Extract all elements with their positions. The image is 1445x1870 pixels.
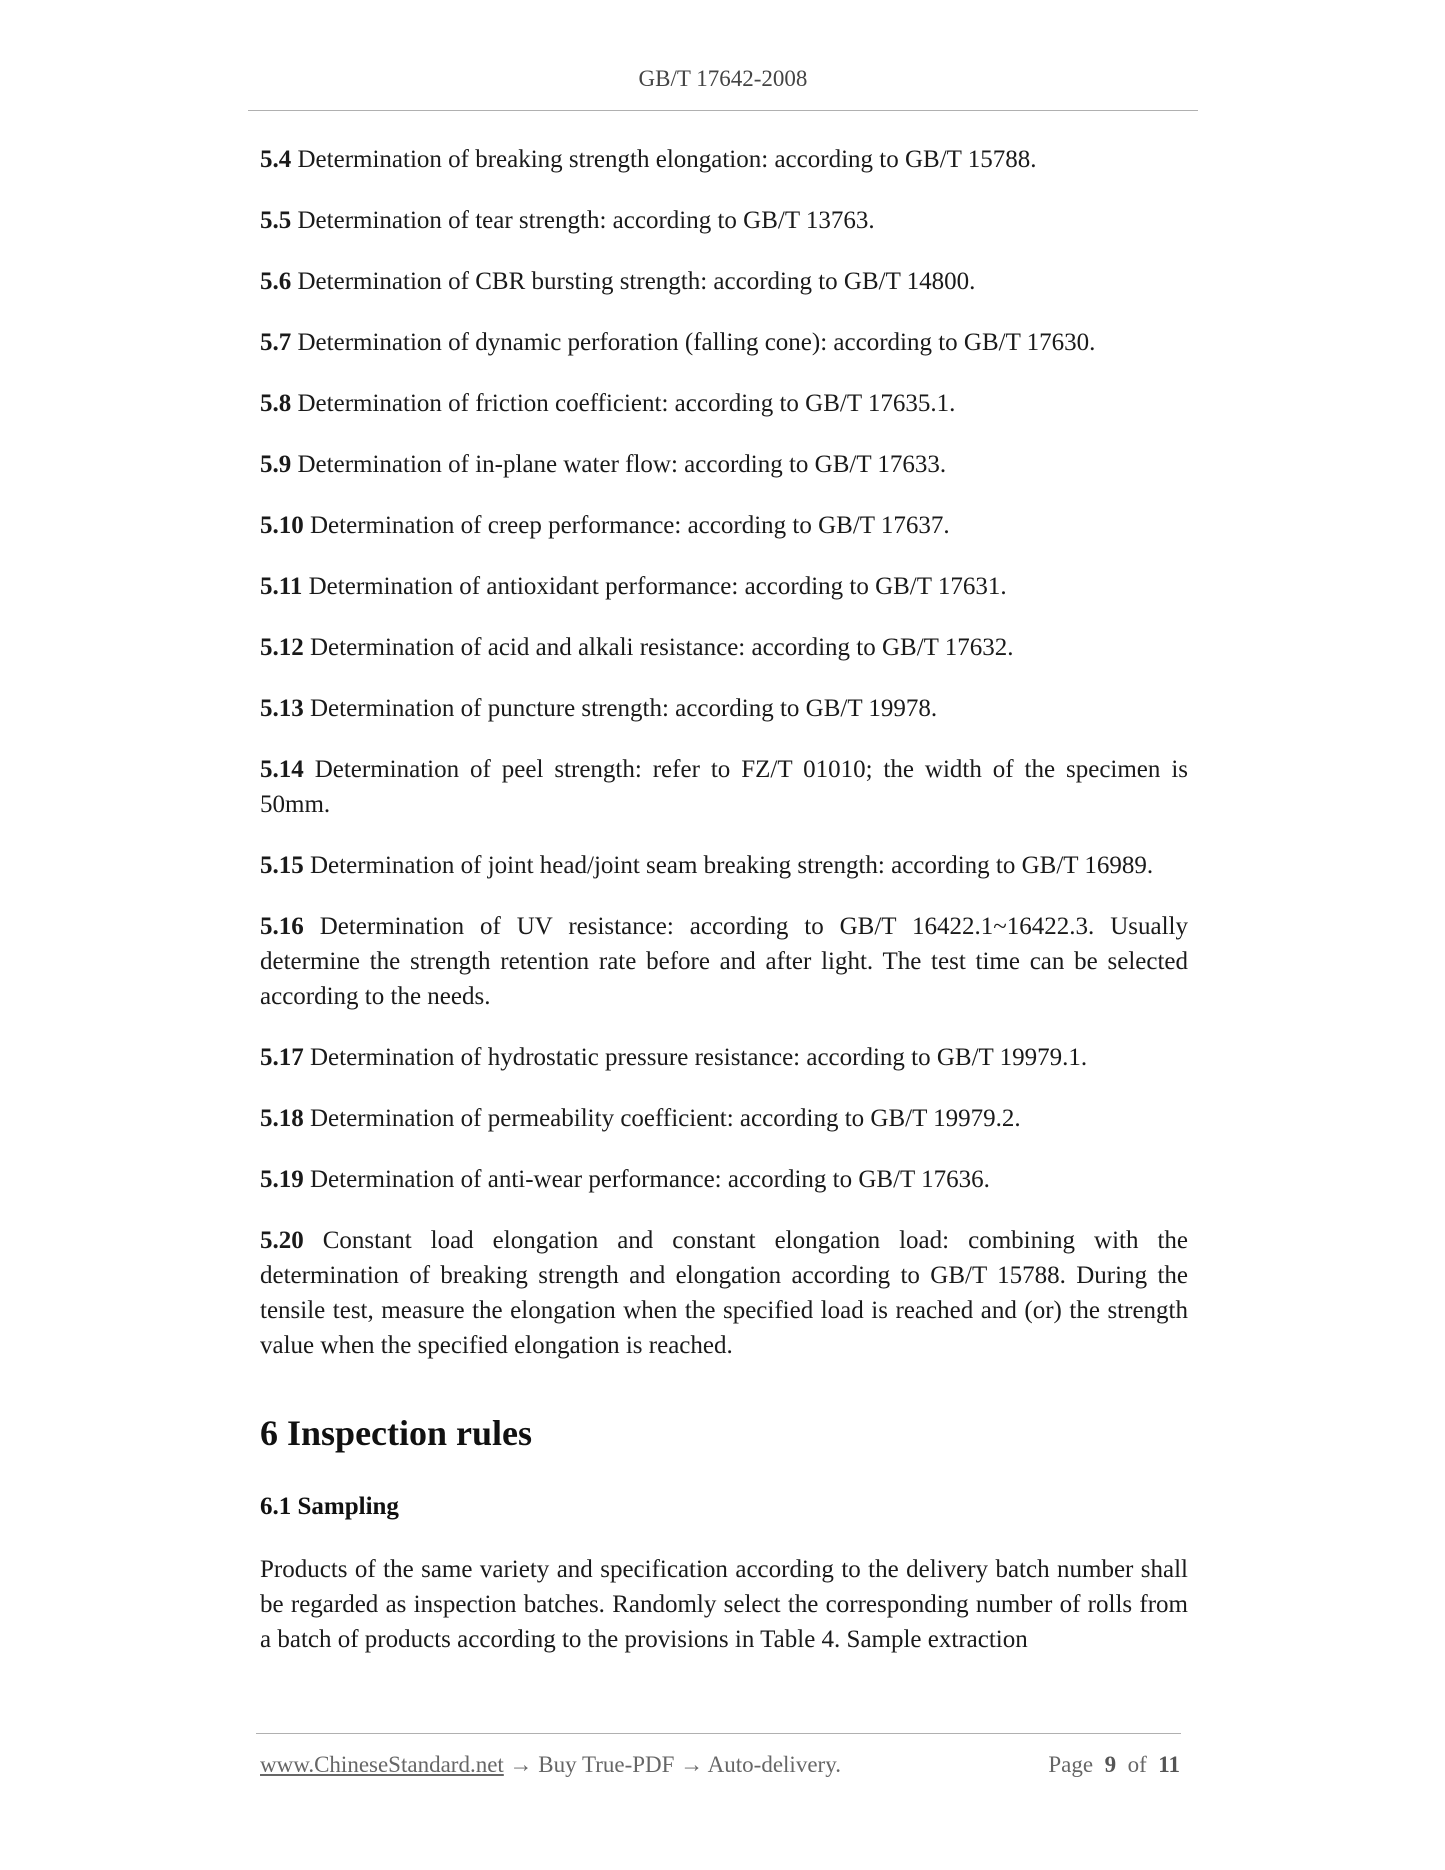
page-number xyxy=(1048,1752,1180,1778)
buy-pdf-text: Buy True-PDF xyxy=(538,1752,675,1777)
clause-5-12 xyxy=(260,630,1188,665)
subsection-heading-sampling: 6.1 Sampling xyxy=(260,1493,399,1520)
clause-5-19 xyxy=(260,1162,1188,1197)
sampling-paragraph: Products of the same variety and specification according to the delivery batch number shall be regarded as inspection batches. Randomly select the corresponding number of rolls from a batch of products according to the provisions in Table 4. Sample extraction xyxy=(260,1556,1188,1653)
clause-5-9 xyxy=(260,447,1188,482)
section-heading-inspection-rules: 6 Inspection rules xyxy=(260,1413,533,1453)
page-current: 9 xyxy=(1104,1752,1117,1777)
clause-number: 5.12 xyxy=(260,634,304,661)
clause-number: 5.15 xyxy=(260,852,304,879)
clause-text: Determination of breaking strength elongation: according to GB/T 15788. xyxy=(297,146,1037,173)
clause-5-13 xyxy=(260,691,1188,726)
clause-5-11 xyxy=(260,569,1188,604)
clause-number: 5.20 xyxy=(260,1227,304,1254)
clause-number: 5.4 xyxy=(260,146,292,173)
page-total: 11 xyxy=(1158,1752,1180,1777)
clause-list xyxy=(260,142,1188,1363)
clause-5-20 xyxy=(260,1223,1188,1363)
clause-number: 5.10 xyxy=(260,512,304,539)
arrow-right-icon: → xyxy=(509,1752,533,1777)
running-header: GB/T 17642-2008 xyxy=(638,66,808,91)
clause-5-15 xyxy=(260,848,1188,883)
clause-5-8 xyxy=(260,386,1188,421)
clause-5-17 xyxy=(260,1040,1188,1075)
clause-text: Determination of peel strength: refer to FZ/T 01010; the width of the specimen is 50mm. xyxy=(260,756,1189,818)
clause-text: Determination of antioxidant performance: according to GB/T 17631. xyxy=(308,573,1007,600)
clause-text: Determination of anti-wear performance: according to GB/T 17636. xyxy=(310,1166,990,1193)
clause-text: Determination of joint head/joint seam breaking strength: according to GB/T 16989. xyxy=(310,852,1154,879)
clause-text: Determination of in-plane water flow: according to GB/T 17633. xyxy=(297,451,947,478)
clause-5-16 xyxy=(260,909,1188,1014)
page-of-label: of xyxy=(1127,1752,1147,1777)
clause-number: 5.18 xyxy=(260,1105,304,1132)
clause-text: Determination of friction coefficient: according to GB/T 17635.1. xyxy=(297,390,956,417)
clause-number: 5.13 xyxy=(260,695,304,722)
clause-5-7 xyxy=(260,325,1188,360)
clause-5-4 xyxy=(260,142,1188,177)
clause-number: 5.16 xyxy=(260,913,304,940)
clause-text: Determination of UV resistance: according to GB/T 16422.1~16422.3. Usually determine the strength retention rate before and after light. The test time can be selected according to the needs. xyxy=(260,913,1189,1010)
clause-text: Determination of CBR bursting strength: according to GB/T 14800. xyxy=(297,268,976,295)
clause-number: 5.19 xyxy=(260,1166,304,1193)
header-divider xyxy=(248,110,1198,111)
clause-number: 5.6 xyxy=(260,268,292,295)
arrow-right-icon: → xyxy=(680,1752,704,1777)
clause-text: Determination of hydrostatic pressure resistance: according to GB/T 19979.1. xyxy=(310,1044,1088,1071)
clause-5-5 xyxy=(260,203,1188,238)
clause-5-18 xyxy=(260,1101,1188,1136)
clause-5-10 xyxy=(260,508,1188,543)
clause-5-6 xyxy=(260,264,1188,299)
clause-text: Determination of creep performance: according to GB/T 17637. xyxy=(310,512,950,539)
clause-text: Determination of acid and alkali resistance: according to GB/T 17632. xyxy=(310,634,1014,661)
clause-text: Determination of permeability coefficient: according to GB/T 19979.2. xyxy=(310,1105,1021,1132)
clause-number: 5.9 xyxy=(260,451,292,478)
clause-5-14 xyxy=(260,752,1188,822)
page-body xyxy=(260,142,1188,1657)
clause-text: Determination of puncture strength: according to GB/T 19978. xyxy=(310,695,938,722)
clause-text: Determination of tear strength: according to GB/T 13763. xyxy=(297,207,875,234)
clause-number: 5.7 xyxy=(260,329,292,356)
clause-number: 5.11 xyxy=(260,573,303,600)
clause-number: 5.5 xyxy=(260,207,292,234)
clause-text: Constant load elongation and constant elongation load: combining with the determination of breaking strength and elongation according to GB/T 15788. During the tensile test, measure the elongation when the specified load is reached and (or) the strength value when the specified elongation is reached. xyxy=(260,1227,1189,1359)
clause-number: 5.14 xyxy=(260,756,304,783)
footer-promo xyxy=(260,1752,841,1778)
website-link[interactable]: www.ChineseStandard.net xyxy=(260,1752,504,1777)
auto-delivery-text: Auto-delivery. xyxy=(707,1752,841,1777)
clause-text: Determination of dynamic perforation (falling cone): according to GB/T 17630. xyxy=(297,329,1096,356)
page-label: Page xyxy=(1048,1752,1094,1777)
clause-number: 5.8 xyxy=(260,390,292,417)
clause-number: 5.17 xyxy=(260,1044,304,1071)
footer-divider xyxy=(256,1733,1181,1734)
